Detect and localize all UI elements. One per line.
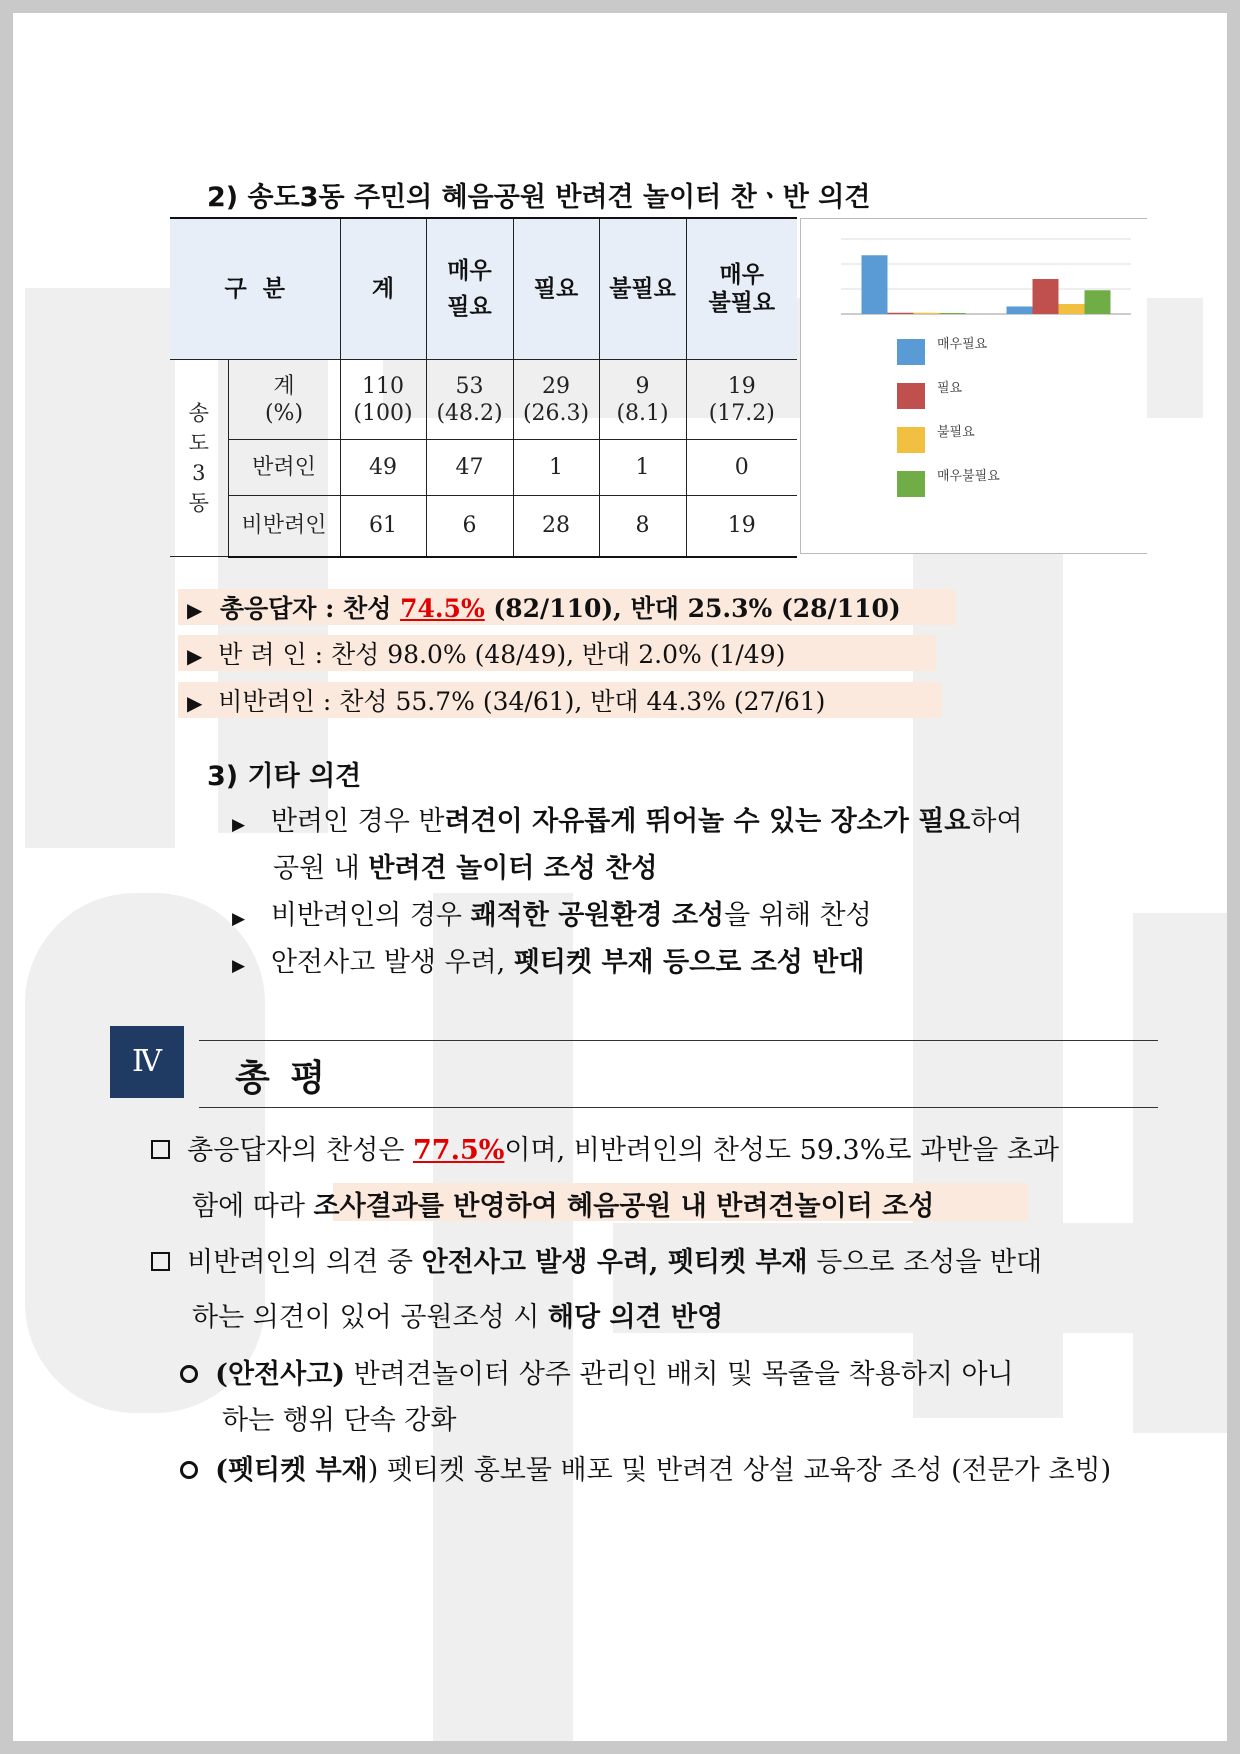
summary-text: 하는 의견이 있어 공원조성 시: [192, 1302, 548, 1333]
opinion-item: [232, 799, 1023, 838]
legend-swatch: [897, 427, 925, 453]
table-cell: 0: [686, 440, 797, 496]
table-cell: 49: [340, 440, 426, 496]
summary-text: 비반려인의 의견 중: [187, 1247, 422, 1278]
opinion-text-bold: 반려견 놀이터 조성 찬성: [368, 853, 658, 884]
measure-petiquette: [180, 1448, 1111, 1487]
legend-label: 불필요: [937, 425, 975, 440]
measure-safety-cont: [222, 1398, 456, 1437]
summary-text: 함에 따라: [192, 1191, 314, 1222]
table-cell: 1: [599, 440, 686, 496]
header-cell: 불필요: [599, 218, 686, 360]
bar-매우불필요: [940, 313, 966, 314]
table-cell: 110 (100): [340, 360, 426, 440]
table-cell: 53 (48.2): [426, 360, 513, 440]
section-2-title: 2) 송도3동 주민의 혜음공원 반려견 놀이터 찬ㆍ반 의견: [207, 182, 871, 213]
header-cell: 필요: [513, 218, 599, 360]
bar-chart: [801, 219, 1147, 553]
watermark-shape: [25, 288, 175, 848]
row-label: 비반려인: [228, 496, 340, 557]
highlight-percent: 74.5%: [400, 594, 485, 623]
summary-text: 등으로 조성을 반대: [807, 1247, 1043, 1278]
result-text: 비반려인 : 찬성 55.7% (34/61), 반대 44.3% (27/61): [218, 687, 826, 716]
result-text: 반 려 인 : 찬성 98.0% (48/49), 반대 2.0% (1/49): [218, 640, 786, 669]
highlight-percent: 77.5%: [413, 1135, 505, 1166]
result-total: [187, 589, 901, 625]
bar-매우불필요: [1085, 290, 1111, 314]
summary-text: 이며, 비반려인의 찬성도 59.3%로 과반을 초과: [504, 1135, 1060, 1166]
circle-bullet-icon: [180, 1461, 198, 1479]
legend-swatch: [897, 339, 925, 365]
result-text: (82/110), 반대 25.3% (28/110): [484, 594, 901, 623]
measure-safety: [180, 1352, 1014, 1391]
table-cell: 9 (8.1): [599, 360, 686, 440]
header-cell: 매우 필요: [426, 218, 513, 360]
arrow-icon: ▶: [187, 644, 203, 668]
summary-text-bold: 해당 의견 반영: [547, 1302, 724, 1333]
table-cell: 29 (26.3): [513, 360, 599, 440]
bar-매우필요: [1007, 307, 1033, 315]
table-cell: 28: [513, 496, 599, 557]
summary-text-bold: 안전사고 발생 우려, 펫티켓 부재: [421, 1247, 808, 1278]
header-cell: 구 분: [170, 218, 340, 360]
arrow-icon: ▶: [232, 956, 246, 976]
measure-text: 하는 행위 단속 강화: [222, 1405, 457, 1436]
summary-paragraph-2-cont: [192, 1295, 723, 1334]
table-cell: 61: [340, 496, 426, 557]
opinion-text-bold: 펫티켓 부재 등으로 조성 반대: [513, 947, 865, 978]
table-cell: 19: [686, 496, 797, 557]
arrow-icon: ▶: [187, 598, 203, 622]
summary-text-bold: 조사결과를 반영하여 혜음공원 내 반려견놀이터 조성: [313, 1191, 935, 1222]
legend-swatch: [897, 471, 925, 497]
opinion-text: 을 위해 찬성: [724, 900, 872, 931]
summary-text: 총응답자의 찬성은: [187, 1135, 413, 1166]
section-number-badge: Ⅳ: [110, 1026, 184, 1098]
row-label: 반려인: [228, 440, 340, 496]
result-owners: [187, 635, 785, 671]
opinion-item: [232, 893, 872, 932]
summary-paragraph-2: [151, 1240, 1042, 1279]
arrow-icon: ▶: [232, 815, 246, 835]
survey-table: [170, 217, 797, 558]
bar-불필요: [1059, 304, 1085, 314]
summary-paragraph-1-cont: [192, 1184, 934, 1223]
section-4-title: 총 평: [235, 1058, 330, 1099]
table-cell: 1: [513, 440, 599, 496]
legend-label: 필요: [937, 381, 963, 396]
opinion-text: 반려인 경우 반: [270, 806, 445, 837]
checkbox-square-icon: [151, 1140, 170, 1159]
opinion-text-bold: 쾌적한 공원환경 조성: [470, 900, 725, 931]
bar-매우필요: [862, 255, 888, 314]
section-3-title: 3) 기타 의견: [207, 761, 362, 792]
chart-panel: [800, 218, 1147, 554]
bar-필요: [888, 313, 914, 314]
measure-text: ) 펫티켓 홍보물 배포 및 반려견 상설 교육장 조성 (전문가 초빙): [367, 1455, 1112, 1486]
opinion-text-bold: 려견이 자유롭게 뛰어놀 수 있는 장소가 필요: [444, 806, 971, 837]
checkbox-square-icon: [151, 1252, 170, 1271]
legend-swatch: [897, 383, 925, 409]
table-cell: 47: [426, 440, 513, 496]
measure-label: (펫티켓 부재: [215, 1455, 368, 1486]
opinion-text: 안전사고 발생 우려,: [270, 947, 514, 978]
divider: [199, 1107, 1158, 1108]
header-cell: 매우 불필요: [686, 218, 797, 360]
circle-bullet-icon: [180, 1365, 198, 1383]
table-cell: 19 (17.2): [686, 360, 797, 440]
measure-text: 반려견놀이터 상주 관리인 배치 및 목줄을 착용하지 아니: [345, 1359, 1014, 1390]
watermark-shape: [1133, 913, 1227, 1433]
arrow-icon: ▶: [187, 691, 203, 715]
opinion-text: 비반려인의 경우: [270, 900, 471, 931]
bar-필요: [1033, 279, 1059, 314]
summary-paragraph-1: [151, 1128, 1059, 1167]
opinion-text: 하여: [970, 806, 1023, 837]
arrow-icon: ▶: [232, 909, 246, 929]
table-cell: 6: [426, 496, 513, 557]
header-cell: 계: [340, 218, 426, 360]
opinion-item: [232, 940, 864, 979]
measure-label: (안전사고): [215, 1359, 346, 1390]
result-text: 총응답자 : 찬성: [219, 594, 401, 623]
result-non-owners: [187, 682, 825, 718]
group-label: 송 도 3 동: [170, 360, 228, 557]
opinion-item-cont: [273, 846, 657, 885]
legend-label: 매우필요: [937, 337, 988, 352]
divider: [199, 1040, 1158, 1041]
bar-불필요: [914, 313, 940, 314]
opinion-text: 공원 내: [273, 853, 369, 884]
table-cell: 8: [599, 496, 686, 557]
legend-label: 매우불필요: [937, 469, 1000, 484]
row-label: 계 (%): [228, 360, 340, 440]
